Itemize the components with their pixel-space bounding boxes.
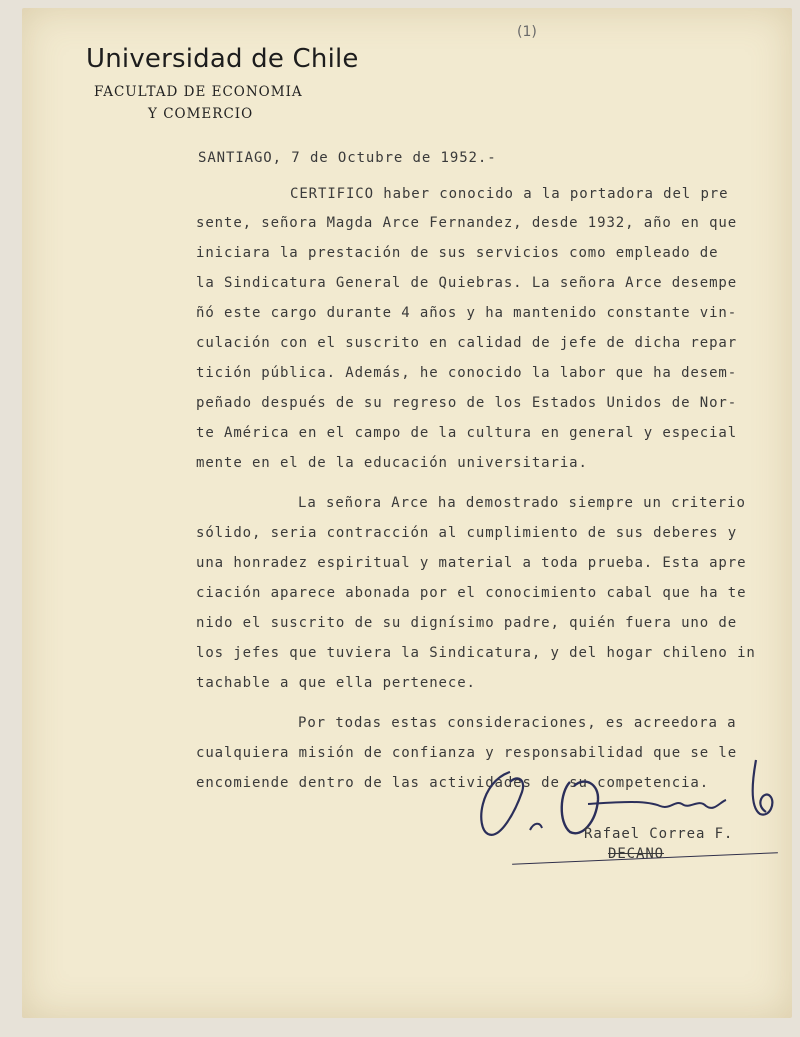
body-line: te América en el campo de la cultura en general y especial — [196, 425, 738, 441]
body-line: nido el suscrito de su dignísimo padre, quién fuera uno de — [196, 615, 738, 631]
body-line: cualquiera misión de confianza y responsabilidad que se le — [196, 745, 738, 761]
signatory-title: DECANO — [608, 846, 664, 862]
faculty-name-line1: FACULTAD DE ECONOMIA — [94, 84, 303, 100]
body-line: ciación aparece abonada por el conocimiento cabal que ha te — [196, 585, 747, 601]
date-line: SANTIAGO, 7 de Octubre de 1952.- — [198, 150, 497, 166]
body-line: sólido, seria contracción al cumplimiento de sus deberes y — [196, 525, 738, 541]
body-line: culación con el suscrito en calidad de jefe de dicha repar — [196, 335, 738, 351]
signatory-name: Rafael Correa F. — [584, 826, 734, 842]
body-line: encomiende dentro de las actividades de su competencia. — [196, 775, 710, 791]
body-line: mente en el de la educación universitaria. — [196, 455, 588, 471]
body-line: una honradez espiritual y material a toda prueba. Esta apre — [196, 555, 747, 571]
body-line: Por todas estas consideraciones, es acreedora a — [298, 715, 737, 731]
body-line: peñado después de su regreso de los Estados Unidos de Nor- — [196, 395, 738, 411]
body-line: iniciara la prestación de sus servicios como empleado de — [196, 245, 719, 261]
body-line: CERTIFICO haber conocido a la portadora del pre — [290, 186, 729, 202]
archive-page-mark: (1) — [517, 24, 537, 40]
university-name: Universidad de Chile — [86, 44, 359, 74]
body-line: sente, señora Magda Arce Fernandez, desde 1932, año en que — [196, 215, 738, 231]
body-line: ñó este cargo durante 4 años y ha mantenido constante vin- — [196, 305, 738, 321]
body-line: La señora Arce ha demostrado siempre un criterio — [298, 495, 746, 511]
body-line: los jefes que tuviera la Sindicatura, y del hogar chileno in — [196, 645, 756, 661]
body-line: la Sindicatura General de Quiebras. La señora Arce desempe — [196, 275, 738, 291]
body-line: tición pública. Además, he conocido la labor que ha desem- — [196, 365, 738, 381]
faculty-name-line2: Y COMERCIO — [148, 106, 254, 122]
body-line: tachable a que ella pertenece. — [196, 675, 476, 691]
